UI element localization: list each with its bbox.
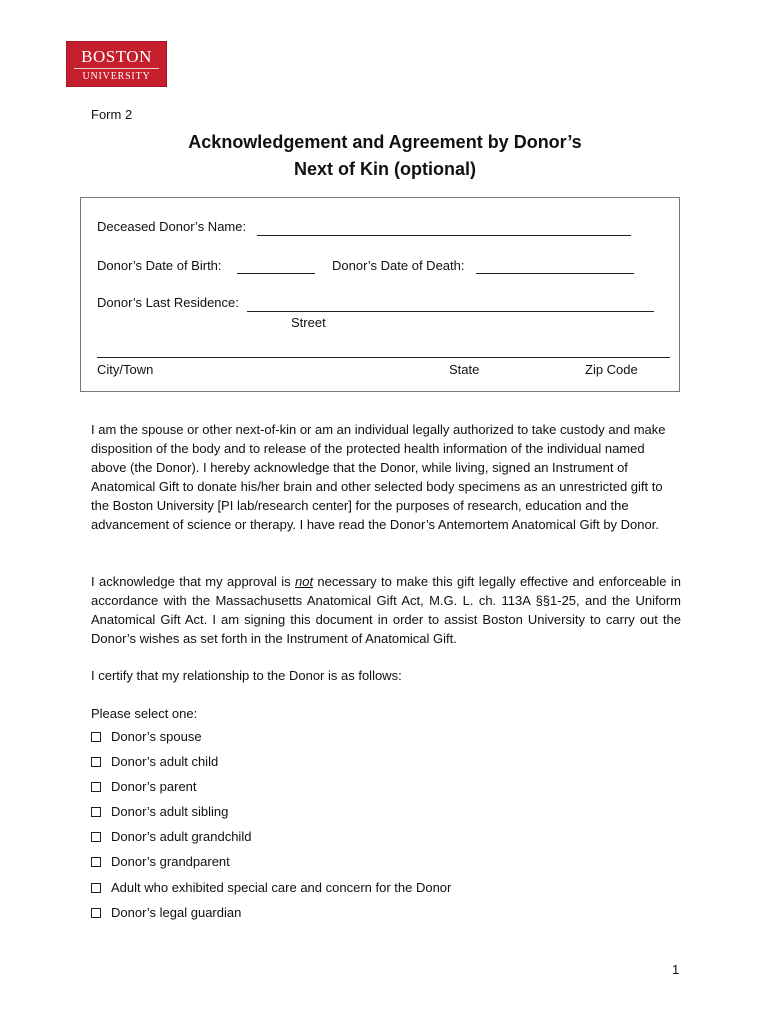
- donor-info-box: [80, 197, 680, 392]
- option-adult-child[interactable]: [91, 753, 451, 778]
- relationship-options: [91, 728, 451, 929]
- option-label: Donor’s adult sibling: [111, 804, 229, 820]
- checkbox[interactable]: [91, 883, 101, 893]
- consent-paragraph-2: [91, 572, 681, 648]
- city-state-zip-field[interactable]: [97, 357, 670, 358]
- zip-caption: Zip Code: [585, 362, 638, 377]
- option-label: Donor’s parent: [111, 779, 197, 795]
- logo-divider: [74, 68, 159, 69]
- street-caption: Street: [291, 315, 326, 330]
- consent-paragraph-1: I am the spouse or other next-of-kin or am an individual legally authorized to take custody and make disposition of the body and to release of the protected health information of the individual named above (the Donor). I hereby acknowledge that the Donor, while living, signed an Instrument of Anatomical Gift to donate his/her brain and other selected body specimens as an unrestricted gift to the Boston University [PI lab/research center] for the purposes of research, education and the advancement of science or therapy. I have read the Donor’s Antemortem Anatomical Gift by Donor.: [91, 422, 666, 532]
- street-field[interactable]: [247, 311, 654, 312]
- checkbox[interactable]: [91, 832, 101, 842]
- option-label: Donor’s grandparent: [111, 854, 230, 870]
- option-parent[interactable]: [91, 778, 451, 803]
- option-label: Donor’s legal guardian: [111, 904, 242, 920]
- option-label: Donor’s adult child: [111, 754, 219, 770]
- option-label: Donor’s spouse: [111, 729, 202, 744]
- checkbox[interactable]: [91, 857, 101, 867]
- checkbox[interactable]: [91, 757, 101, 767]
- state-caption: State: [449, 362, 480, 377]
- select-prompt: Please select one:: [91, 706, 198, 721]
- form-number: Form 2: [91, 107, 133, 122]
- page-number: 1: [672, 962, 680, 977]
- dob-label: Donor’s Date of Birth:: [97, 258, 222, 273]
- logo-line-2: UNIVERSITY: [82, 71, 151, 82]
- option-special-care-adult[interactable]: [91, 879, 451, 904]
- option-label: Donor’s adult grandchild: [111, 829, 252, 845]
- page-title-line-2: Next of Kin (optional): [294, 159, 476, 179]
- option-grandparent[interactable]: [91, 853, 451, 878]
- dob-field[interactable]: [237, 273, 315, 274]
- option-adult-grandchild[interactable]: [91, 828, 451, 853]
- option-spouse[interactable]: [91, 728, 451, 753]
- deceased-name-field[interactable]: [257, 235, 631, 236]
- deceased-name-label: Deceased Donor’s Name:: [97, 219, 247, 234]
- logo-line-1: BOSTON: [81, 47, 152, 66]
- paragraph-2-end: necessary to make this gift legally effective and enforceable in accordance with the Massachusetts Anatomical Gift Act, M.G. L. ch. 113A §§1-25, and the Uniform Anatomical Gift Act. I am signing this document in order to assist Boston University to carry out the Donor’s wishes as set forth in the Instrument of Anatomical Gift.: [91, 574, 681, 646]
- city-caption: City/Town: [97, 362, 154, 377]
- certify-statement: I certify that my relationship to the Donor is as follows:: [91, 668, 402, 683]
- dod-field[interactable]: [476, 273, 634, 274]
- option-legal-guardian[interactable]: [91, 904, 451, 929]
- page-title-line-1: Acknowledgement and Agreement by Donor’s: [188, 132, 582, 152]
- checkbox[interactable]: [91, 807, 101, 817]
- boston-university-logo: [66, 41, 167, 87]
- paragraph-2-start: I acknowledge that my approval is: [91, 574, 295, 589]
- checkbox[interactable]: [91, 908, 101, 918]
- paragraph-2-emphasis: not: [294, 574, 314, 589]
- checkbox[interactable]: [91, 732, 101, 742]
- residence-label: Donor’s Last Residence:: [97, 295, 239, 310]
- checkbox[interactable]: [91, 782, 101, 792]
- dod-label: Donor’s Date of Death:: [332, 258, 465, 273]
- option-label: Adult who exhibited special care and concern for the Donor: [111, 879, 452, 895]
- option-adult-sibling[interactable]: [91, 803, 451, 828]
